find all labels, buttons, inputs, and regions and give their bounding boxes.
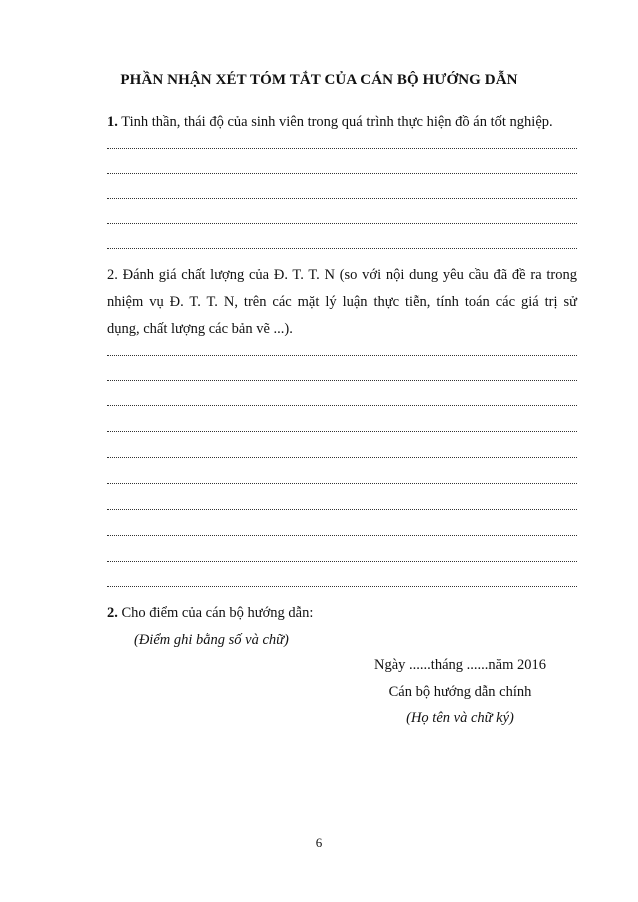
score-note: (Điểm ghi bằng số và chữ) bbox=[134, 632, 289, 648]
answer-line bbox=[107, 353, 577, 356]
answer-line bbox=[107, 378, 577, 381]
answer-line bbox=[107, 584, 577, 587]
answer-line bbox=[107, 533, 577, 536]
answer-line bbox=[107, 171, 577, 174]
answer-line bbox=[107, 559, 577, 562]
section-2-line-3: dụng, chất lượng các bản vẽ ...). bbox=[107, 321, 293, 337]
answer-line bbox=[107, 507, 577, 510]
signature-date: Ngày ......tháng ......năm 2016 bbox=[374, 657, 546, 673]
answer-line bbox=[107, 429, 577, 432]
page-title: PHẦN NHẬN XÉT TÓM TẮT CỦA CÁN BỘ HƯỚNG DẪN bbox=[120, 72, 518, 88]
page-number: 6 bbox=[315, 835, 323, 850]
answer-line bbox=[107, 196, 577, 199]
section-1-heading bbox=[107, 113, 577, 131]
signature-name-note: (Họ tên và chữ ký) bbox=[406, 710, 514, 726]
answer-line bbox=[107, 455, 577, 458]
signature-role: Cán bộ hướng dẫn chính bbox=[388, 684, 532, 700]
answer-line bbox=[107, 403, 577, 406]
answer-line bbox=[107, 246, 577, 249]
answer-line bbox=[107, 146, 577, 149]
section-2-line-2: nhiệm vụ Đ. T. T. N, trên các mặt lý luận thực tiễn, tính toán các giá trị sử bbox=[107, 294, 577, 310]
section-1-text: Tinh thần, thái độ của sinh viên trong quá trình thực hiện đồ án tốt nghiệp. bbox=[117, 114, 553, 130]
section-3-text: Cho điểm của cán bộ hướng dẫn: bbox=[117, 605, 314, 621]
section-3-number: 2. bbox=[107, 605, 118, 621]
answer-line bbox=[107, 481, 577, 484]
section-3-heading bbox=[107, 604, 577, 622]
section-1-number: 1. bbox=[107, 114, 118, 130]
section-2-line-1: 2. Đánh giá chất lượng của Đ. T. T. N (so với nội dung yêu cầu đã đề ra trong bbox=[107, 267, 577, 283]
answer-line bbox=[107, 221, 577, 224]
